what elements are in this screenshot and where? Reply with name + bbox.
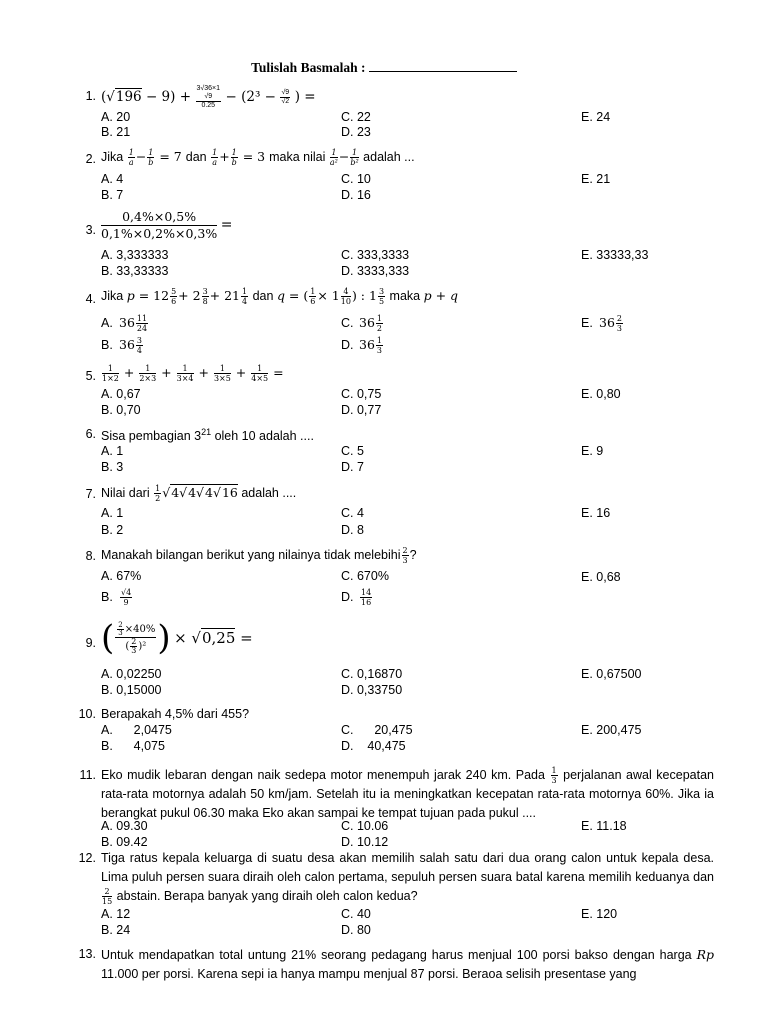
option-a: A. 36 $\frac{11}{24}$	[101, 314, 148, 333]
fraction-numerator: 0,4%×0,5%	[101, 209, 217, 226]
option-d: D. 40,475	[341, 739, 406, 753]
question-text: Untuk mendapatkan total untung 21% seorang pedagang harus menjual 100 porsi bakso dengan harga Rp 11.000 per porsi. Karena sepi ia hanya mampu menjual 87 porsi. Beraoa selisih presentase yang	[101, 947, 714, 981]
option-a: A. 1	[101, 444, 124, 458]
option-b: B. 4,075	[101, 739, 165, 753]
option-d: D. 80	[341, 923, 371, 937]
option-e: E. 36 $\frac{2}{3}$	[581, 314, 622, 333]
question-expression: (√196 − 9) + 3√36×1 √9 0.25 − (2³ − $\frac{√9}{√2}$ ) =	[101, 85, 316, 109]
question-text: Berapakah 4,5% dari 455?	[101, 707, 250, 721]
option-e: E. 24	[581, 110, 611, 124]
option-b: B. 09.42	[101, 835, 148, 849]
option-a: A. 67%	[101, 569, 142, 583]
option-a: A. 2,0475	[101, 723, 172, 737]
fraction-denominator: 0,1%×0,2%×0,3%	[101, 226, 218, 241]
option-b: B. 7	[101, 188, 124, 202]
question-number: 7.	[85, 487, 96, 501]
option-c: C. 333,3333	[341, 248, 410, 262]
option-d: D. 36 $\frac{1}{3}$	[341, 336, 382, 355]
option-d: D. 16	[341, 188, 371, 202]
name-blank-line	[369, 61, 517, 72]
option-d: D. 3333,333	[341, 264, 410, 278]
question-number: 2.	[85, 152, 96, 166]
question-expression: ( $\frac{2}{3}$ ×40% ( $\frac{2}{3}$ )² ) × √0,25 =	[101, 618, 253, 658]
option-b: B. 33,33333	[101, 264, 169, 278]
question-text: Manakah bilangan berikut yang nilainya tidak melebihi $\frac{2}{3}$ ?	[101, 546, 417, 565]
option-d: D. 0,33750	[341, 683, 403, 697]
option-b: B. 3	[101, 460, 124, 474]
option-d: D. 7	[341, 460, 364, 474]
option-a: A. 0,02250	[101, 667, 162, 681]
option-c: C. 40	[341, 907, 371, 921]
option-c: C. 0,16870	[341, 667, 403, 681]
option-a: A. 12	[101, 907, 131, 921]
option-c: C. 36 $\frac{1}{2}$	[341, 314, 382, 333]
question-text-pre: Jika	[101, 288, 124, 303]
question-text-then: maka nilai	[269, 149, 326, 164]
option-b: B. 24	[101, 923, 131, 937]
option-e: E. 16	[581, 506, 611, 520]
option-b: B. $\frac{√4}{9}$	[101, 588, 132, 607]
option-e: E. 0,68	[581, 570, 621, 584]
option-e: E. 11.18	[581, 819, 627, 833]
question-number: 1.	[85, 89, 96, 103]
question-text: Tiga ratus kepala keluarga di suatu desa akan memilih salah satu dari dua orang calon untuk kepala desa. Lima puluh persen suara diraih oleh calon pertama, sepuluh persen suara batal karena memilih keduanya dan $\frac{2}{15}$ abstain. Berapa banyak yang diraih oleh calon kedua?	[101, 851, 714, 907]
option-d: D. 23	[341, 125, 371, 139]
option-e: E. 9	[581, 444, 604, 458]
question-text: Jika $\frac{1}{a}$ − $\frac{1}{b}$ = 7 dan $\frac{1}{a}$ + $\frac{1}{b}$ = 3 maka nilai $\frac{1}{\text{a²}}$ − $\frac{1}{\text{b²}}$ adalah ...	[101, 148, 415, 167]
option-c: C. 10	[341, 172, 371, 186]
question-number: 9.	[85, 636, 96, 650]
question-text: Eko mudik lebaran dengan naik sedepa motor menempuh jarak 240 km. Pada $\frac{1}{3}$ perjalanan awal kecepatan rata-rata motornya adalah 50 km/jam. Setelah itu ia meningkatkan kecepatan rata-rata motornya 60%. Jika ia berangkat pukul 06.30 maka Eko akan sampai ke tempat tujuan pada pukul ....	[101, 766, 714, 821]
option-a: A. 20	[101, 110, 131, 124]
option-c: C. 10.06	[341, 819, 389, 833]
question-text: Nilai dari $\frac{1}{2}$ √4√4√4√16 adalah ....	[101, 484, 297, 503]
page-title	[0, 60, 768, 76]
question-text-and: dan	[185, 149, 207, 164]
option-b: B. 36 $\frac{3}{4}$	[101, 336, 142, 355]
title-text: Tulislah Basmalah :	[251, 60, 366, 75]
question-number: 10.	[78, 707, 96, 721]
question-expression: $\frac{1}{1\times 2}$ + $\frac{1}{2\times 3}$ + $\frac{1}{3\times 4}$ + $\frac{1}{3\times 5}$ + $\frac{1}{4\times 5}$ =	[102, 364, 284, 383]
question-text: Jika p = 12 $\frac{5}{6}$ + 2 $\frac{3}{8}$ + 21 $\frac{1}{4}$ dan q = ( $\frac{1}{6}$ × 1 $\frac{4}{10}$ ) : 1 $\frac{3}{5}$ maka p + q	[101, 287, 459, 306]
option-c: C. 20,475	[341, 723, 413, 737]
option-d: D. 0,77	[341, 403, 382, 417]
option-d: D. 10.12	[341, 835, 389, 849]
option-e: E. 200,475	[581, 723, 642, 737]
question-number: 11.	[79, 768, 96, 782]
question-number: 4.	[85, 292, 96, 306]
option-c: C. 0,75	[341, 387, 382, 401]
option-d: D. 8	[341, 523, 364, 537]
option-a: A. 1	[101, 506, 124, 520]
question-text-then: maka	[389, 288, 421, 303]
question-number: 3.	[85, 223, 96, 237]
question-number: 13.	[78, 947, 96, 961]
option-b: B. 21	[101, 125, 131, 139]
question-number: 12.	[78, 851, 96, 865]
option-c: C. 670%	[341, 569, 389, 583]
question-expression: $\frac{0,4\%\times 0,5\%}{0,1\%\times 0,2\%\times 0,3\%}$ =	[101, 209, 233, 241]
question-number: 5.	[85, 369, 96, 383]
option-e: E. 0,67500	[581, 667, 642, 681]
option-a: A. 0,67	[101, 387, 141, 401]
option-e: E. 33333,33	[581, 248, 649, 262]
option-b: B. 2	[101, 523, 124, 537]
option-b: B. 0,70	[101, 403, 141, 417]
question-number: 8.	[85, 549, 96, 563]
option-d: D. $\frac{14}{16}$	[341, 588, 372, 607]
option-a: A. 09.30	[101, 819, 148, 833]
question-text-pre: Jika	[101, 149, 124, 164]
option-e: E. 0,80	[581, 387, 621, 401]
option-e: E. 21	[581, 172, 611, 186]
question-text: Sisa pembagian $3^{21}$ oleh 10 adalah ....	[101, 427, 314, 444]
option-c: C. 22	[341, 110, 371, 124]
option-a: A. 3,333333	[101, 248, 169, 262]
option-c: C. 4	[341, 506, 364, 520]
option-e: E. 120	[581, 907, 618, 921]
question-text-post: adalah ...	[363, 149, 415, 164]
option-b: B. 0,15000	[101, 683, 162, 697]
option-c: C. 5	[341, 444, 364, 458]
question-text-and: dan	[252, 288, 274, 303]
question-number: 6.	[85, 427, 96, 441]
option-a: A. 4	[101, 172, 124, 186]
